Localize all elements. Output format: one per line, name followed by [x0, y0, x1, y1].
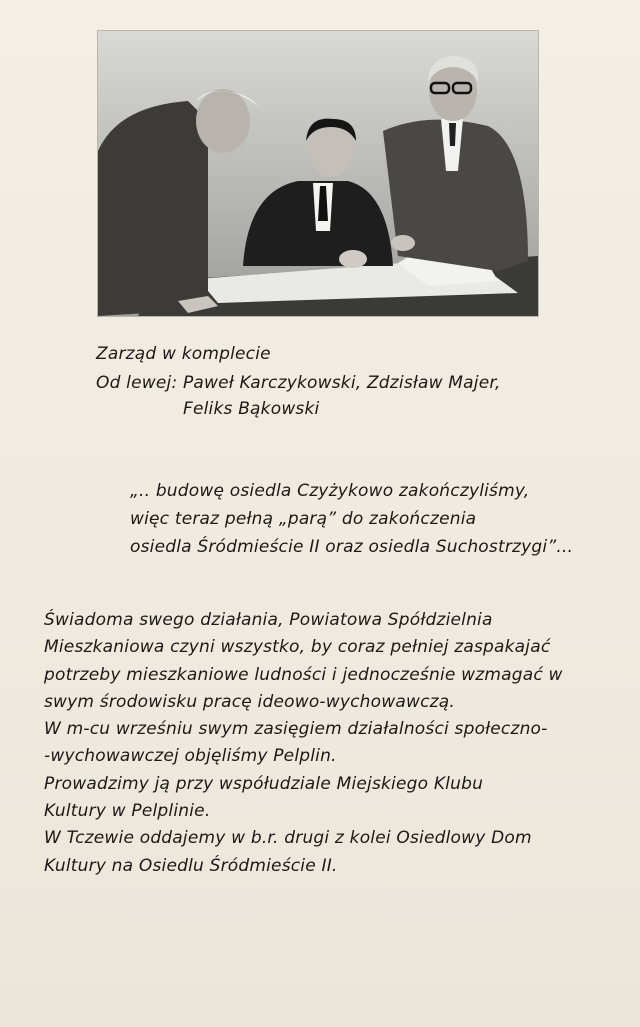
quote-line: więc teraz pełną „parą” do zakończenia: [130, 509, 477, 529]
caption-names-line1: Od lewej: Paweł Karczykowski, Zdzisław Majer,: [96, 373, 501, 393]
body-line: W m-cu wrześniu swym zasięgiem działalności społeczno-: [44, 719, 548, 740]
quote-line: „.. budowę osiedla Czyżykowo zakończyliśmy,: [130, 481, 530, 501]
body-line: W Tczewie oddajemy w b.r. drugi z kolei Osiedlowy Dom: [44, 828, 532, 849]
body-line: -wychowawczej objęliśmy Pelplin.: [44, 746, 337, 767]
body-line: Kultury w Pelplinie.: [44, 801, 211, 822]
body-line: swym środowisku pracę ideowo-wychowawczą.: [44, 691, 455, 712]
photo-illustration: [98, 31, 538, 316]
left-man-head: [196, 89, 250, 153]
middle-man-hand: [339, 250, 367, 268]
left-man-body: [98, 101, 208, 316]
body-line: potrzeby mieszkaniowe ludności i jednocześnie wzmagać w: [44, 664, 563, 685]
right-man-tie: [449, 123, 456, 146]
body-text: [44, 607, 563, 880]
body-line: Prowadzimy ją przy współudziale Miejskiego Klubu: [44, 773, 484, 794]
caption-names-line2: Feliks Bąkowski: [183, 399, 320, 419]
quote-line: osiedla Śródmieście II oraz osiedla Suchostrzygi”...: [130, 537, 574, 557]
body-line: Świadoma swego działania, Powiatowa Spółdzielnia: [44, 610, 493, 630]
right-man-hand: [391, 235, 415, 251]
caption-title: Zarząd w komplecie: [96, 344, 271, 364]
body-line: Kultury na Osiedlu Śródmieście II.: [44, 855, 338, 876]
body-line: Mieszkaniowa czyni wszystko, by coraz pełniej zaspakajać: [44, 637, 551, 658]
quote-block: [130, 478, 573, 562]
board-photo: [98, 31, 538, 316]
